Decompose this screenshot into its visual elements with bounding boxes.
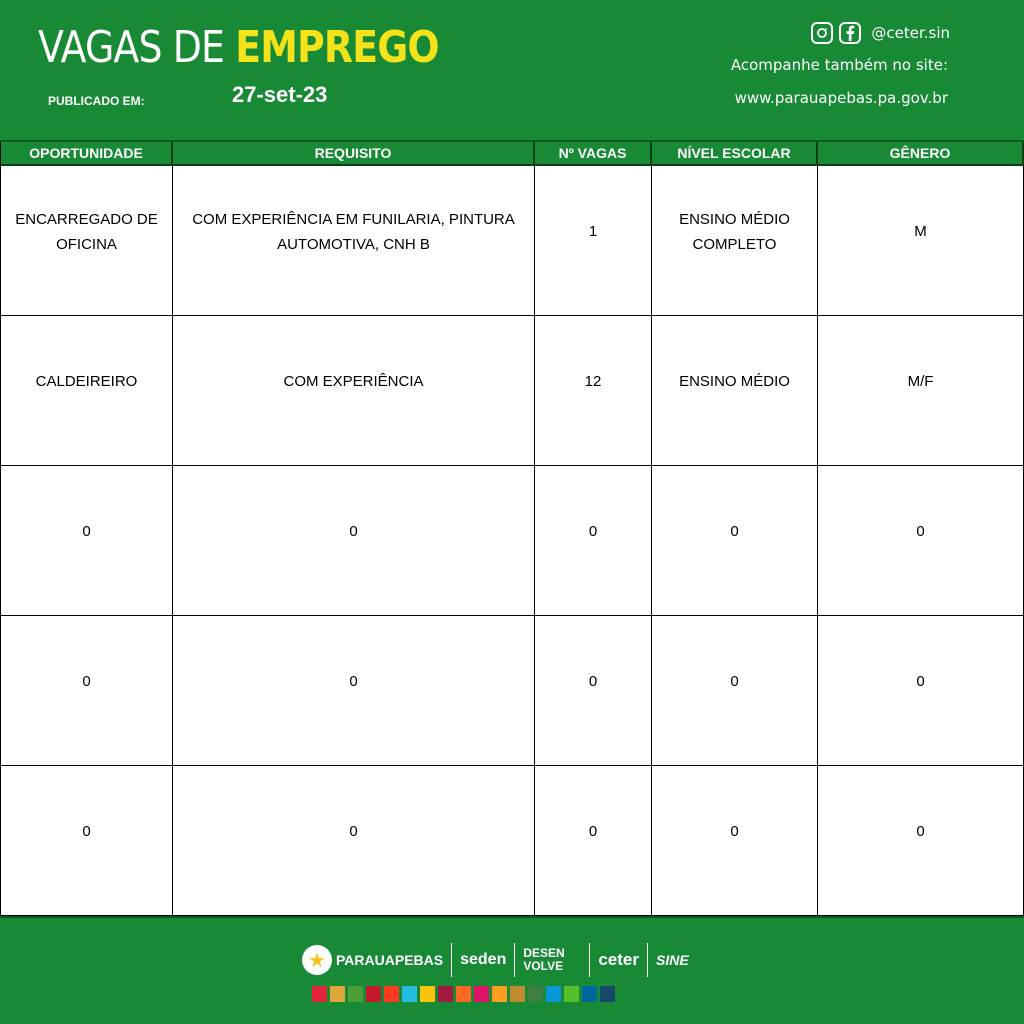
requirement-cell: 0 xyxy=(173,616,535,766)
sdg-goal-icon xyxy=(402,986,417,1002)
requirement-cell: COM EXPERIÊNCIA EM FUNILARIA, PINTURA AUTOMOTIVA, CNH B xyxy=(173,166,535,316)
column-header: Nº VAGAS xyxy=(535,142,652,166)
column-header: OPORTUNIDADE xyxy=(0,142,173,166)
sdg-goal-icon xyxy=(492,986,507,1002)
logo-label: SINE xyxy=(655,952,689,968)
education-cell: ENSINO MÉDIO xyxy=(652,316,818,466)
sdg-goal-icon xyxy=(348,986,363,1002)
seden-logo xyxy=(460,951,506,969)
education-cell: 0 xyxy=(652,616,818,766)
sdg-goal-icon xyxy=(474,986,489,1002)
title-part-white: VAGAS DE xyxy=(38,22,236,73)
column-header: NÍVEL ESCOLAR xyxy=(652,142,818,166)
requirement-cell: 0 xyxy=(173,766,535,916)
education-cell: ENSINO MÉDIO COMPLETO xyxy=(652,166,818,316)
table-row xyxy=(0,766,1024,916)
header xyxy=(0,0,1024,142)
gender-cell: 0 xyxy=(818,766,1024,916)
prefeitura-logo xyxy=(302,945,443,975)
social-handle[interactable]: @ceter.sin xyxy=(871,24,950,42)
sdg-goal-icon xyxy=(312,986,327,1002)
logo-label: seden xyxy=(460,951,507,968)
desenvolve-logo xyxy=(523,947,581,973)
sdg-goal-icon xyxy=(510,986,525,1002)
published-date: 27-set-23 xyxy=(232,82,328,107)
jobs-table xyxy=(0,142,1024,916)
gender-cell: 0 xyxy=(818,466,1024,616)
opportunity-cell: CALDEIREIRO xyxy=(0,316,173,466)
column-header: GÊNERO xyxy=(818,142,1024,166)
logo-label: ceter xyxy=(598,950,639,969)
logo-divider xyxy=(647,943,648,977)
site-link[interactable]: www.parauapebas.pa.gov.br xyxy=(734,89,948,107)
sine-logo xyxy=(656,952,689,968)
opportunity-cell: 0 xyxy=(0,766,173,916)
published-label: PUBLICADO EM: xyxy=(48,94,145,108)
logo-divider xyxy=(451,943,452,977)
vacancies-cell: 12 xyxy=(535,316,652,466)
sdg-goal-icon xyxy=(564,986,579,1002)
requirement-cell: COM EXPERIÊNCIA xyxy=(173,316,535,466)
vacancies-cell: 0 xyxy=(535,616,652,766)
education-cell: 0 xyxy=(652,766,818,916)
education-cell: 0 xyxy=(652,466,818,616)
vacancies-cell: 0 xyxy=(535,466,652,616)
sdg-icons-strip xyxy=(312,986,615,1002)
title-part-yellow: EMPREGO xyxy=(235,22,439,73)
requirement-cell: 0 xyxy=(173,466,535,616)
sdg-goal-icon xyxy=(528,986,543,1002)
gender-cell: M xyxy=(818,166,1024,316)
table-row xyxy=(0,316,1024,466)
partner-logos xyxy=(302,940,689,980)
sdg-goal-icon xyxy=(438,986,453,1002)
opportunity-cell: 0 xyxy=(0,616,173,766)
footer xyxy=(0,916,1024,1024)
gender-cell: M/F xyxy=(818,316,1024,466)
logo-divider xyxy=(514,943,515,977)
logo-label: DESEN VOLVE xyxy=(523,946,565,973)
follow-text: Acompanhe também no site: xyxy=(730,56,948,74)
vacancies-cell: 1 xyxy=(535,166,652,316)
vacancies-cell: 0 xyxy=(535,766,652,916)
opportunity-cell: 0 xyxy=(0,466,173,616)
table-row xyxy=(0,166,1024,316)
logo-divider xyxy=(589,943,590,977)
sdg-goal-icon xyxy=(384,986,399,1002)
ceter-logo xyxy=(598,950,639,970)
facebook-icon[interactable] xyxy=(839,22,861,44)
instagram-icon[interactable] xyxy=(811,22,833,44)
star-icon: ★ xyxy=(302,945,332,975)
table-row xyxy=(0,466,1024,616)
sdg-goal-icon xyxy=(366,986,381,1002)
sdg-goal-icon xyxy=(546,986,561,1002)
table-row xyxy=(0,616,1024,766)
column-header: REQUISITO xyxy=(173,142,535,166)
page-title xyxy=(38,22,439,74)
gender-cell: 0 xyxy=(818,616,1024,766)
opportunity-cell: ENCARREGADO DE OFICINA xyxy=(0,166,173,316)
sdg-goal-icon xyxy=(600,986,615,1002)
social-links xyxy=(811,22,950,44)
sdg-goal-icon xyxy=(456,986,471,1002)
sdg-goal-icon xyxy=(420,986,435,1002)
table-header-row xyxy=(0,142,1024,166)
sdg-goal-icon xyxy=(582,986,597,1002)
sdg-goal-icon xyxy=(330,986,345,1002)
logo-label: PARAUAPEBAS xyxy=(336,952,444,968)
